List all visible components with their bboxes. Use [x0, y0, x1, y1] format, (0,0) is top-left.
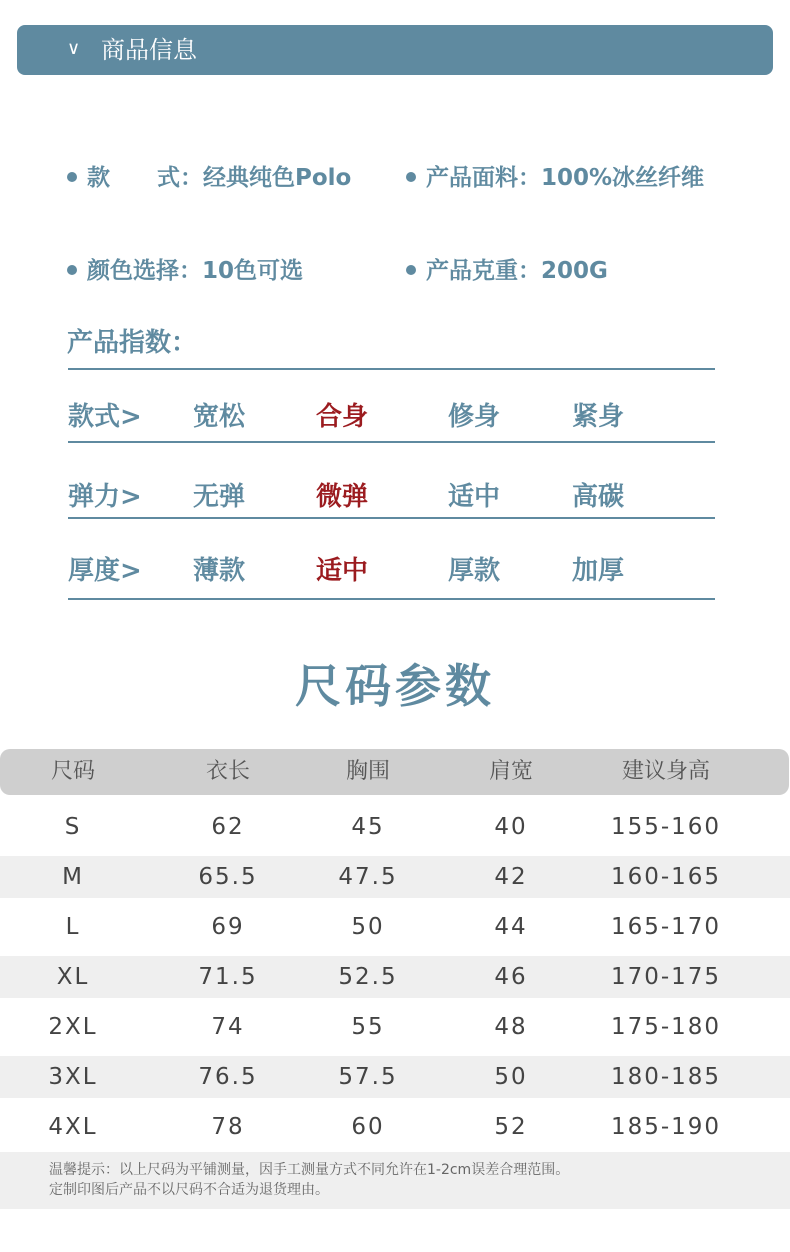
info-color [67, 256, 303, 286]
table-cell: 47.5 [338, 864, 398, 890]
table-cell: 3XL [48, 1064, 98, 1090]
table-cell: 45 [351, 814, 385, 840]
table-cell: 165-170 [610, 914, 722, 940]
info-style-label: 款 [87, 165, 110, 191]
table-cell: 185-190 [610, 1114, 722, 1140]
index-option: 修身 [448, 402, 501, 432]
table-cell: 71.5 [198, 964, 258, 990]
info-weight [406, 256, 608, 286]
index-option: 紧身 [572, 402, 625, 432]
index-option: 适中 [448, 482, 501, 512]
table-cell: 76.5 [198, 1064, 258, 1090]
section-header-product-info[interactable] [17, 25, 773, 75]
table-cell: 4XL [48, 1114, 98, 1140]
table-row [0, 1056, 790, 1098]
divider [68, 598, 715, 600]
table-cell: 155-160 [610, 814, 722, 840]
table-cell: 57.5 [338, 1064, 398, 1090]
column-header: 衣长 [205, 759, 250, 784]
table-cell: L [65, 914, 81, 940]
table-cell: 55 [351, 1014, 385, 1040]
bullet-icon [406, 265, 416, 275]
table-cell: S [64, 814, 82, 840]
table-cell: 170-175 [610, 964, 722, 990]
table-cell: 180-185 [610, 1064, 722, 1090]
index-option: 高碳 [572, 482, 625, 512]
index-option: 无弹 [193, 482, 246, 512]
info-fabric-text: 产品面料：100%冰丝纤维 [426, 165, 705, 191]
product-index-title: 产品指数： [67, 328, 198, 358]
table-cell: 78 [211, 1114, 245, 1140]
table-row [0, 1106, 790, 1148]
table-cell: 160-165 [610, 864, 722, 890]
divider [68, 517, 715, 519]
table-cell: 69 [211, 914, 245, 940]
divider [68, 441, 715, 443]
size-params-title: 尺码参数 [295, 659, 495, 713]
index-option: 宽松 [193, 402, 246, 432]
table-cell: 65.5 [198, 864, 258, 890]
table-cell: 175-180 [610, 1014, 722, 1040]
note-line: 定制印图后产品不以尺码不合适为退货理由。 [49, 1182, 329, 1198]
table-row [0, 856, 790, 898]
info-color-text: 颜色选择：10色可选 [87, 258, 304, 284]
table-cell: 42 [494, 864, 528, 890]
column-header: 建议身高 [621, 759, 710, 784]
index-option: 加厚 [572, 556, 625, 586]
table-cell: 40 [494, 814, 528, 840]
bullet-icon [67, 265, 77, 275]
table-row [0, 1006, 790, 1048]
index-row-label: 款式> [68, 402, 142, 432]
index-option: 厚款 [448, 556, 501, 586]
chevron-down-icon: ∨ [67, 38, 81, 59]
table-cell: 60 [351, 1114, 385, 1140]
column-header: 尺码 [50, 759, 95, 784]
table-cell: M [62, 864, 84, 890]
size-note [0, 1152, 790, 1209]
table-row [0, 806, 790, 848]
info-weight-text: 产品克重：200G [426, 258, 608, 284]
bullet-icon [406, 172, 416, 182]
table-row [0, 906, 790, 948]
table-cell: 2XL [48, 1014, 98, 1040]
info-style-value: 式：经典纯色Polo [157, 165, 352, 191]
table-cell: XL [56, 964, 90, 990]
table-cell: 50 [351, 914, 385, 940]
index-option-selected: 适中 [316, 556, 369, 586]
table-cell: 62 [211, 814, 245, 840]
index-row-label: 厚度> [68, 556, 142, 586]
table-cell: 52 [494, 1114, 528, 1140]
info-fabric [406, 163, 704, 193]
index-option: 薄款 [193, 556, 246, 586]
table-cell: 74 [211, 1014, 245, 1040]
info-style [67, 163, 351, 193]
index-row-label: 弹力> [68, 482, 142, 512]
column-header: 胸围 [345, 759, 390, 784]
section-title: 商品信息 [101, 36, 197, 64]
table-cell: 44 [494, 914, 528, 940]
table-cell: 46 [494, 964, 528, 990]
size-table-header [0, 749, 789, 795]
index-option-selected: 合身 [316, 402, 369, 432]
bullet-icon [67, 172, 77, 182]
table-cell: 48 [494, 1014, 528, 1040]
table-cell: 50 [494, 1064, 528, 1090]
index-option-selected: 微弹 [316, 482, 369, 512]
table-row [0, 956, 790, 998]
column-header: 肩宽 [488, 759, 533, 784]
divider [68, 368, 715, 370]
note-line: 温馨提示：以上尺码为平铺测量，因手工测量方式不同允许在1-2cm误差合理范围。 [49, 1162, 570, 1178]
table-cell: 52.5 [338, 964, 398, 990]
